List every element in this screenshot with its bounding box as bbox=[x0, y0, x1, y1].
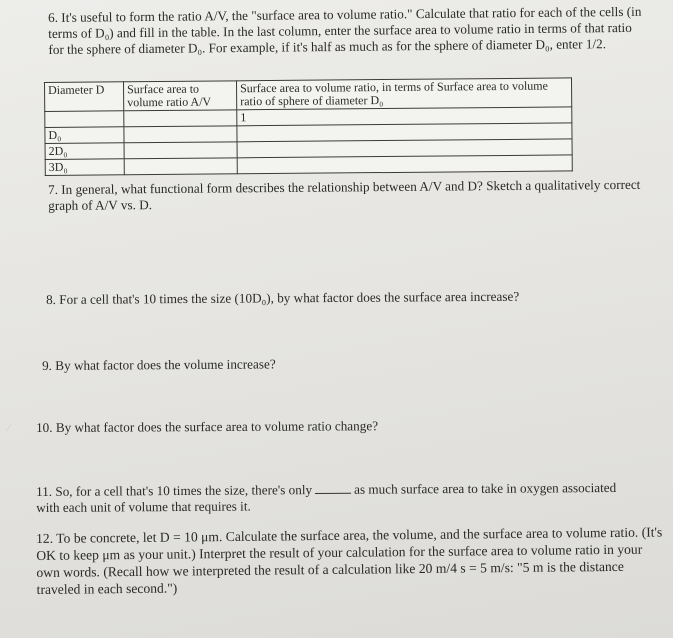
table-cell bbox=[124, 110, 237, 127]
question-6: 6. It's useful to form the ratio A/V, the "surface area to volume ratio." Calculate that ratio for each of the cells (in terms of D₀) and fill in the table. In the last column, enter the surface area to volume ratio in terms of that ratio for the sphere of diameter D₀. For example, if it's half as much as for the sphere of diameter D₀, enter 1/2. bbox=[48, 3, 642, 57]
table-cell bbox=[124, 158, 237, 175]
table-header-cell: Surface area to volume ratio, in terms of Surface area to volume ratio of sphere of diameter D₀ bbox=[236, 78, 571, 110]
question-12: 12. To be concrete, let D = 10 μm. Calculate the surface area, the volume, and the surface area to volume ratio. (It's OK to keep μm as your unit.) Interpret the result of your calculation for the surface area to volume ratio in your own words. (Recall how we interpreted the result of a calculation like 20 m/4 s = 5 m/s: "5 m is the distance traveled in each second.") bbox=[36, 524, 663, 597]
table-cell bbox=[45, 111, 124, 128]
pencil-mark-icon: ⁄ bbox=[8, 420, 11, 434]
question-11 bbox=[36, 480, 636, 516]
question-10: 10. By what factor does the surface area to volume ratio change? bbox=[36, 418, 379, 435]
table-cell bbox=[237, 155, 572, 174]
table-cell: D₀ bbox=[45, 127, 124, 144]
question-11-after: as much surface area to take in oxygen associated with each unit of volume that requires it. bbox=[36, 479, 617, 515]
table-row bbox=[45, 155, 572, 176]
table-cell: 1 bbox=[237, 107, 572, 126]
table-cell: 3D₀ bbox=[45, 159, 124, 176]
question-11-before: 11. So, for a cell that's 10 times the size, there's only bbox=[36, 482, 313, 499]
question-9: 9. By what factor does the volume increase? bbox=[42, 356, 276, 373]
answer-blank bbox=[315, 493, 351, 494]
question-8: 8. For a cell that's 10 times the size (10D₀), by what factor does the surface area increase? bbox=[46, 288, 520, 307]
table-header-cell: Surface area to volume ratio A/V bbox=[124, 81, 237, 111]
question-7: 7. In general, what functional form describes the relationship between A/V and D? Sketch a qualitatively correct graph of A/V vs. D. bbox=[48, 176, 641, 213]
table-cell bbox=[124, 126, 237, 143]
table-cell: 2D₀ bbox=[45, 143, 124, 160]
ratio-table bbox=[44, 77, 573, 176]
table-header-cell: Diameter D bbox=[45, 82, 124, 112]
table-cell bbox=[124, 142, 237, 159]
table-header-row bbox=[45, 78, 572, 112]
